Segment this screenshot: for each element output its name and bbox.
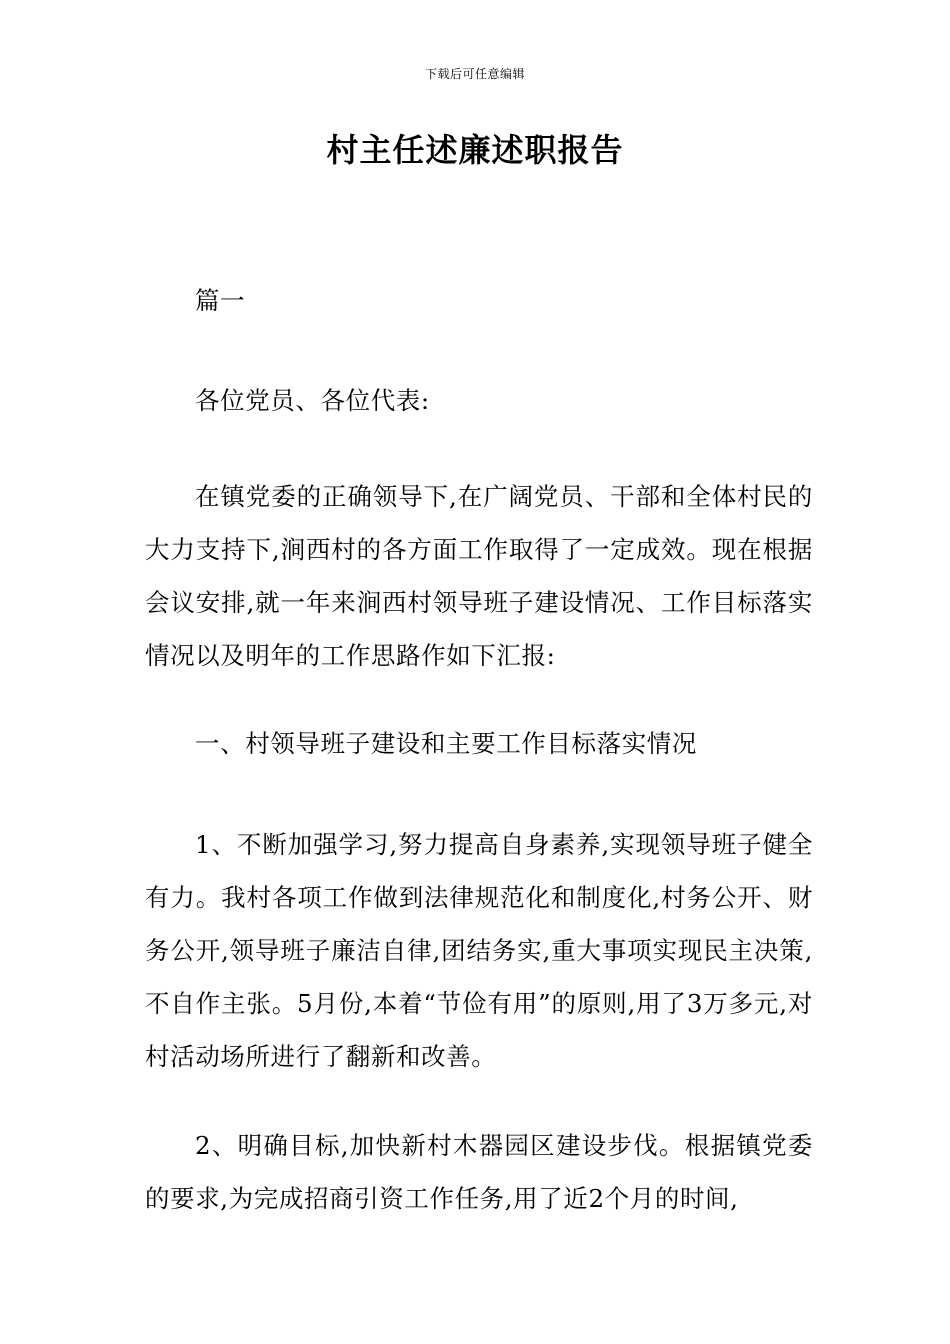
paragraph-item-2: 2、明确目标,加快新村木器园区建设步伐。根据镇党委的要求,为完成招商引资工作任务,用了近2个月的时间, (145, 1131, 813, 1213)
section-heading-1: 一、村领导班子建设和主要工作目标落实情况 (195, 729, 697, 758)
intro-paragraph: 在镇党委的正确领导下,在广阔党员、干部和全体村民的大力支持下,涧西村的各方面工作取得了一定成效。现在根据会议安排,就一年来涧西村领导班子建设情况、工作目标落实情况以及明年的工作思路作如下汇报: (145, 482, 813, 670)
paragraph-item-1: 1、不断加强学习,努力提高自身素养,实现领导班子健全有力。我村各项工作做到法律规范化和制度化,村务公开、财务公开,领导班子廉洁自律,团结务实,重大事项实现民主决策,不自作主张。5月份,本着“节俭有用”的原则,用了3万多元,对村活动场所进行了翻新和改善。 (145, 830, 813, 1071)
document-title: 村主任述廉述职报告 (326, 131, 624, 169)
salutation: 各位党员、各位代表: (195, 386, 430, 415)
header-note: 下载后可任意编辑 (424, 67, 525, 81)
section-label: 篇一 (195, 286, 246, 315)
